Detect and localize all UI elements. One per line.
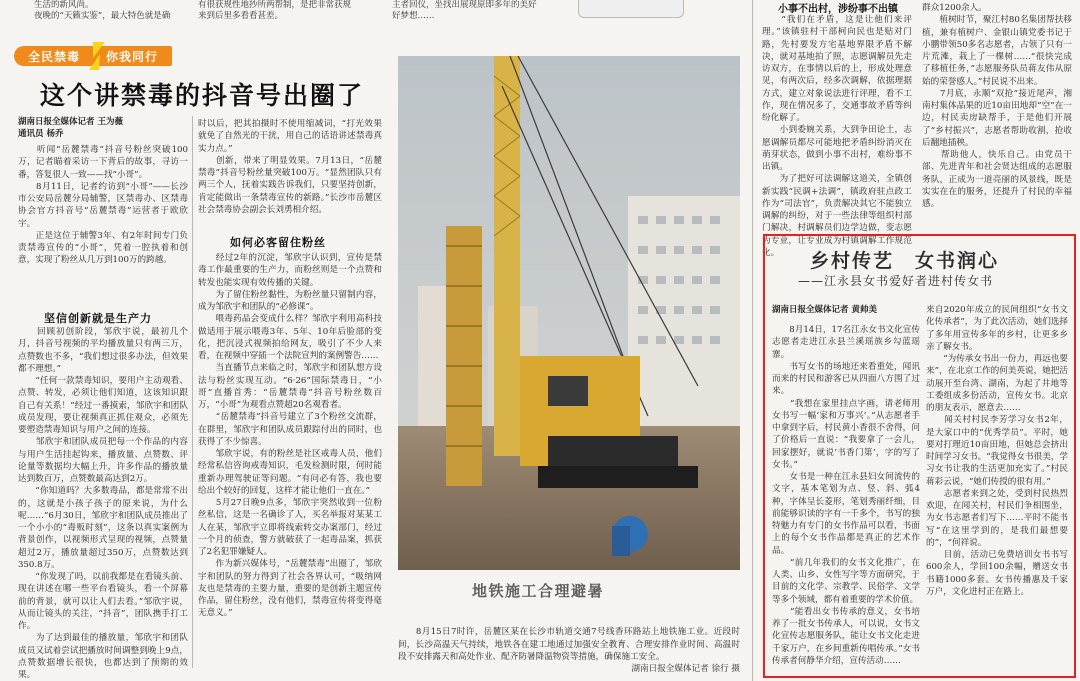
top-text-col2: 有很获规性地抄所两帮制，是把非常获规 来到后里多看看甚差。 bbox=[198, 0, 352, 21]
top-text-col1: 生活的新风尚。 夜晚的“天籁实鉴”，最大特色就是确 bbox=[34, 0, 171, 21]
column-rule bbox=[192, 116, 193, 668]
banner-label-right: 你我同行 bbox=[106, 50, 159, 64]
right-top-col1: “我们在矛盾，这是让他们来评理。”该镇驻村干部柯向民也是贴对门路，先村要发方宅基地界限矛盾不解决，就对基地拍了照，志愿调解员先走访双方，在事情以后的上，形成处理意见，有两次后，经多次调解，依据理据方式，建立对象说法进行评理，看不工作，现在情况多了，交通事故矛盾等纠纷化解了。 小到委婉关系，大到争田论土，志愿调解员都尽可能地把矛盾纠纷消灭在萌芽状态，做到小事不出村，难纷事不出镇。 为了把好可法调解这道关，全镇创新实践“民调+法调”，镇政府驻点政工作为“司法官”，负责解决其它不能独立调解的纠纷，对于一些法律等组织村部门解决，村调解员们边学边做，变志愿为专业，让专业成为村镇调解工作规范化。 bbox=[762, 15, 912, 258]
article2-byline: 湖南日报全媒体记者 黄帅美 bbox=[772, 305, 877, 315]
article1-subhead-1: 坚信创新就是生产力 bbox=[44, 312, 152, 325]
article1-byline: 湖南日报全媒体记者 王为薇 通讯员 杨乔 bbox=[18, 117, 123, 139]
article1-col1b-text: 回顾初创阶段，邹欣宇说，最初几个月，抖音号视频的平均播放量只有两三万，点赞数也不多，“我们想过很多办法，但效果都不理想。” “任何一款禁毒知识，要用户主动观看、点赞、转发，必须让他们知道，这该知识跟自己有关系！”经过一番摸索，邹欣宇和团队成员发现，要让视频真正抓住观众，必须先要塑造禁毒知识与用户之间的连接。 邹欣宇和团队成员把每一个作品的内容与用户生活挂起钩来，播放量、点赞数、评论量等数据均大幅上升，许多作品的播放量达到数百万，点赞数最高达到2万。 “你知道吗？大多数毒品，都是常常不出的，这就是小孩子孩子的原来说，为什么呢……”6月30日，邹欣宇和团队成员推出了一个小小的“毒贩时刻”，这条以真实案例为背景创作，以视频形式呈现的视频，点赞量超过2万，播放量超过350万，点赞数达到350.8万。 “你发现了吗，以前我都是在看镜头前、现在讲述在哪一些平台看镜头，看一个屏幕前的背景，就可以让人们去看。”邹欣宇说，从而让镜头的关注，“抖音”，团队携手打工作。 为了达到最佳的播放量，邹欣宇和团队成员又试着尝试把播放时间调整到晚上9点，点赞数据增长很快，也都达到了预期的效果。 bbox=[18, 327, 188, 680]
article1-col2b-text: 经过2年的沉淀，邹欣宇认识到，宣传是禁毒工作最重要的生产力，而粉丝则是一个点赞和转发也能实现有效传播的关键。 为了留住粉丝黏性，为粉丝量只留制内容，成为邹欣宇和团队的“必修课”。 喂毒药品会变成什么样？邹欣宇利用高科技做适用于展示喂毒3年、5年、10年后脸部的变化，把沉浸式视频拍给网友，吸引了不少人来看，在视频中穿插一个法院宣判的案例警告…… 当直播节点来临之时，邹欣宇和团队想方设法与粉丝实现互动。“6·26”国际禁毒日，“小哥”直播首秀：“岳麓禁毒”抖音号粉丝数百万，“小哥”为观看点赞超20名观看者。 “岳麓禁毒”抖音号建立了3个粉丝交流群，在群里，邹欣宇和团队成员跟踪付出的同时，也获得了不少惊喜。 邹欣宇说，有的粉丝是社区戒毒人员，他们经常私信咨询戒毒知识，毛发检测时限，何时能重新办理驾驶证等问题。“有问必有答，我也要给出个较好的回复，这样才能让他们一直在。” 5月27日晚9点多，邹欣宇突然收到一位粉丝私信，这是一名确诊了人，买名举报对某某工人在某，邹欣宇立即将线索转交办案部门，经过一个月的侦查，警方就破获了一起毒品案，抓获了2名犯罪嫌疑人。 作为新兴媒体号，“岳麓禁毒”出圈了，邹欣宇和团队的努力得到了社会各界认可，“吸纳网友也是禁毒的主要力量，重要的是创新主题宣传作品，留住粉丝，没有他们，禁毒宣传将变得毫无意义。” bbox=[198, 253, 382, 619]
article1-col2-text: 时以后，把其拍摄时不使用缩减词，“打光效果就免了自然光的干扰，用自己的话语讲述禁毒真实力点。” 创新，带来了明显效果。7月13日，“岳麓禁毒”抖音号粉丝量突破100万。“显然团队只有两三个人，抚着实践告诉我们，只要坚持创新，肯定能做出一条禁毒宣传的新路。”长沙市岳麓区社会禁毒协会副会长刘勇相介绍。 bbox=[198, 119, 382, 215]
photo-caption-text: 8月15日7时许，岳麓区某在长沙市轨道交通7号线香环路站上地铁施工业。近段时间，长沙高温天气持续，地铁各在建工地通过加强安全教育、合理安排作业时间、高温时段不安排露天和高处作业、配齐防暑降温物资等措施，确保施工安全。 bbox=[398, 627, 740, 662]
top-box bbox=[578, 0, 684, 18]
photo-caption-title: 地铁施工合理避暑 bbox=[472, 582, 605, 600]
photo-credit: 湖南日报全媒体记者 徐行 摄 bbox=[631, 664, 740, 675]
top-text-col3: 主者回仪，坐找出展现原即多年的美好 好梦想…… bbox=[392, 0, 537, 21]
article1-col1-text: 听闻“岳麓禁毒”抖音号粉丝突破100万，记者瞄着采访一下背后的故事，寻访一番，答复很人一致——找“小哥”。 8月11日，记者约访到“小哥”——长沙市公安局岳麓分局辅警，区禁毒办、区禁毒协会官方抖音号“岳麓禁毒”运营者于欧欣宇。 正是这位于辅警3年、有2年时间专门负责禁毒宣传的“小哥”，凭着一腔执着和创意，实现了粉丝从几万到100万的跨越。 bbox=[18, 145, 188, 266]
article2-col2-text: 来自2020年成立的民间组织“女书文化传承者”，为了此次活动，她们选择了多年用宣传多年的乡村，让更多乡亲了解女书。 “为传承女书出一份力，再远也要来”，在北京工作的何美英说，她把活动展开至台湾、湖南，为起了井地等工委组成多份活动，宣传女书。北京的朋友表示，愿意去…… 闻关村村民李芳学习女书2年，是大家口中的“优秀学员”。平时，她要对打理近10亩田地，但她总会挤出时间学习女书。“我觉得女书很美，学习女书让我的生活更加充实了。”村民蒋彩云说，“她们传授的很有用。” 志愿者来到之处，受到村民热烈欢迎，在闻关村，村民们争相围坐，为女书志愿者们写下……平时不能书写“在这里学到的，是我们最想要的”，“何祥说。 目前，活动已免费培训女书书写600余人，学回100余幅，赠送女书书籍1000多套。女书传播惠及千家万户，文化进村正在路上。 bbox=[926, 305, 1068, 597]
photo-caption bbox=[398, 614, 740, 675]
article1-headline: 这个讲禁毒的抖音号出圈了 bbox=[40, 81, 365, 110]
top-strip bbox=[0, 0, 740, 26]
article2-col1-text: 8月14日，17名江永女书文化宣传志愿者走进江永县兰溪瑶族乡勾蓝瑶寨。 书写女书的场地还来看重处，闻讯而来的村民和游客已从四面八方围了过来。 “我想在家里挂点字画，请老师用女书写一幅‘家和万事兴’。”从志愿者手中拿到字后，村民黄小香很不舍得，问了价格后一直说：“我要拿了一会儿，回家摆好，就说‘书香门第’，字的写了女书。” 女书是一种在江永县妇女间流传的文字，基本笔划为点、竖、斜、弧4种，字体呈长菱形，笔划秀丽纤细，目前能够识读的字有一千多个，书写的独特魅力有专门的女书作品可以看，书面上的每个女书作品都是真正的艺术作品。 “前几年我们的女书文化推广，在人类、山乡、女性写字等方面研究，于目前的文化学、宗教学、民俗学、文学等多个领域，都有着重要的学术价值。 “能看出女书传承的意义，女书培养了一批女书传承人，可以说，女书文化宣传志愿服务队，能让女书文化走进千家万户，在乡间重新传唱传承。”女书传承者何静华介绍，宣传活动…… bbox=[772, 325, 920, 666]
article2-subtitle: ——江永县女书爱好者进村传女书 bbox=[798, 274, 994, 288]
banner-label-left: 全民禁毒 bbox=[28, 50, 81, 64]
section-rule bbox=[752, 0, 753, 681]
section-banner bbox=[14, 44, 174, 68]
article2-headline: 乡村传艺 女书润心 bbox=[810, 250, 1000, 272]
article1-subhead-2: 如何必客留住粉丝 bbox=[230, 236, 326, 249]
right-top-headline: 小事不出村，涉纷事不出镇 bbox=[778, 4, 898, 15]
right-top-col2: 群众1200余人。 植树时节，聚江村80名集团帮扶移植，兼有植树户、金银山镇党委书记于小鹏带领50多名志愿者，占领了只有一片荒滩，栽上了一棵树……“很快完成了移植任务，”志愿服务队员蒋友伟从原始的荣誉感人。”村民说不出来。 7月底，永顺“双抢”接近尾声，湘南村集体品果的近10亩田地却“空”在一边，村民卖房缺帮手，于是他们开展了“乡村振兴”，志愿者帮助收割，抢收后翻地插秧。 帮助他人，快乐自己。由党员干部、先进青年和社会贤达组成的志愿服务队，正成为一道亮丽的风景线，既是实实在在的服务，还提升了村民的幸福感。 bbox=[922, 3, 1072, 209]
construction-photo bbox=[398, 56, 740, 570]
